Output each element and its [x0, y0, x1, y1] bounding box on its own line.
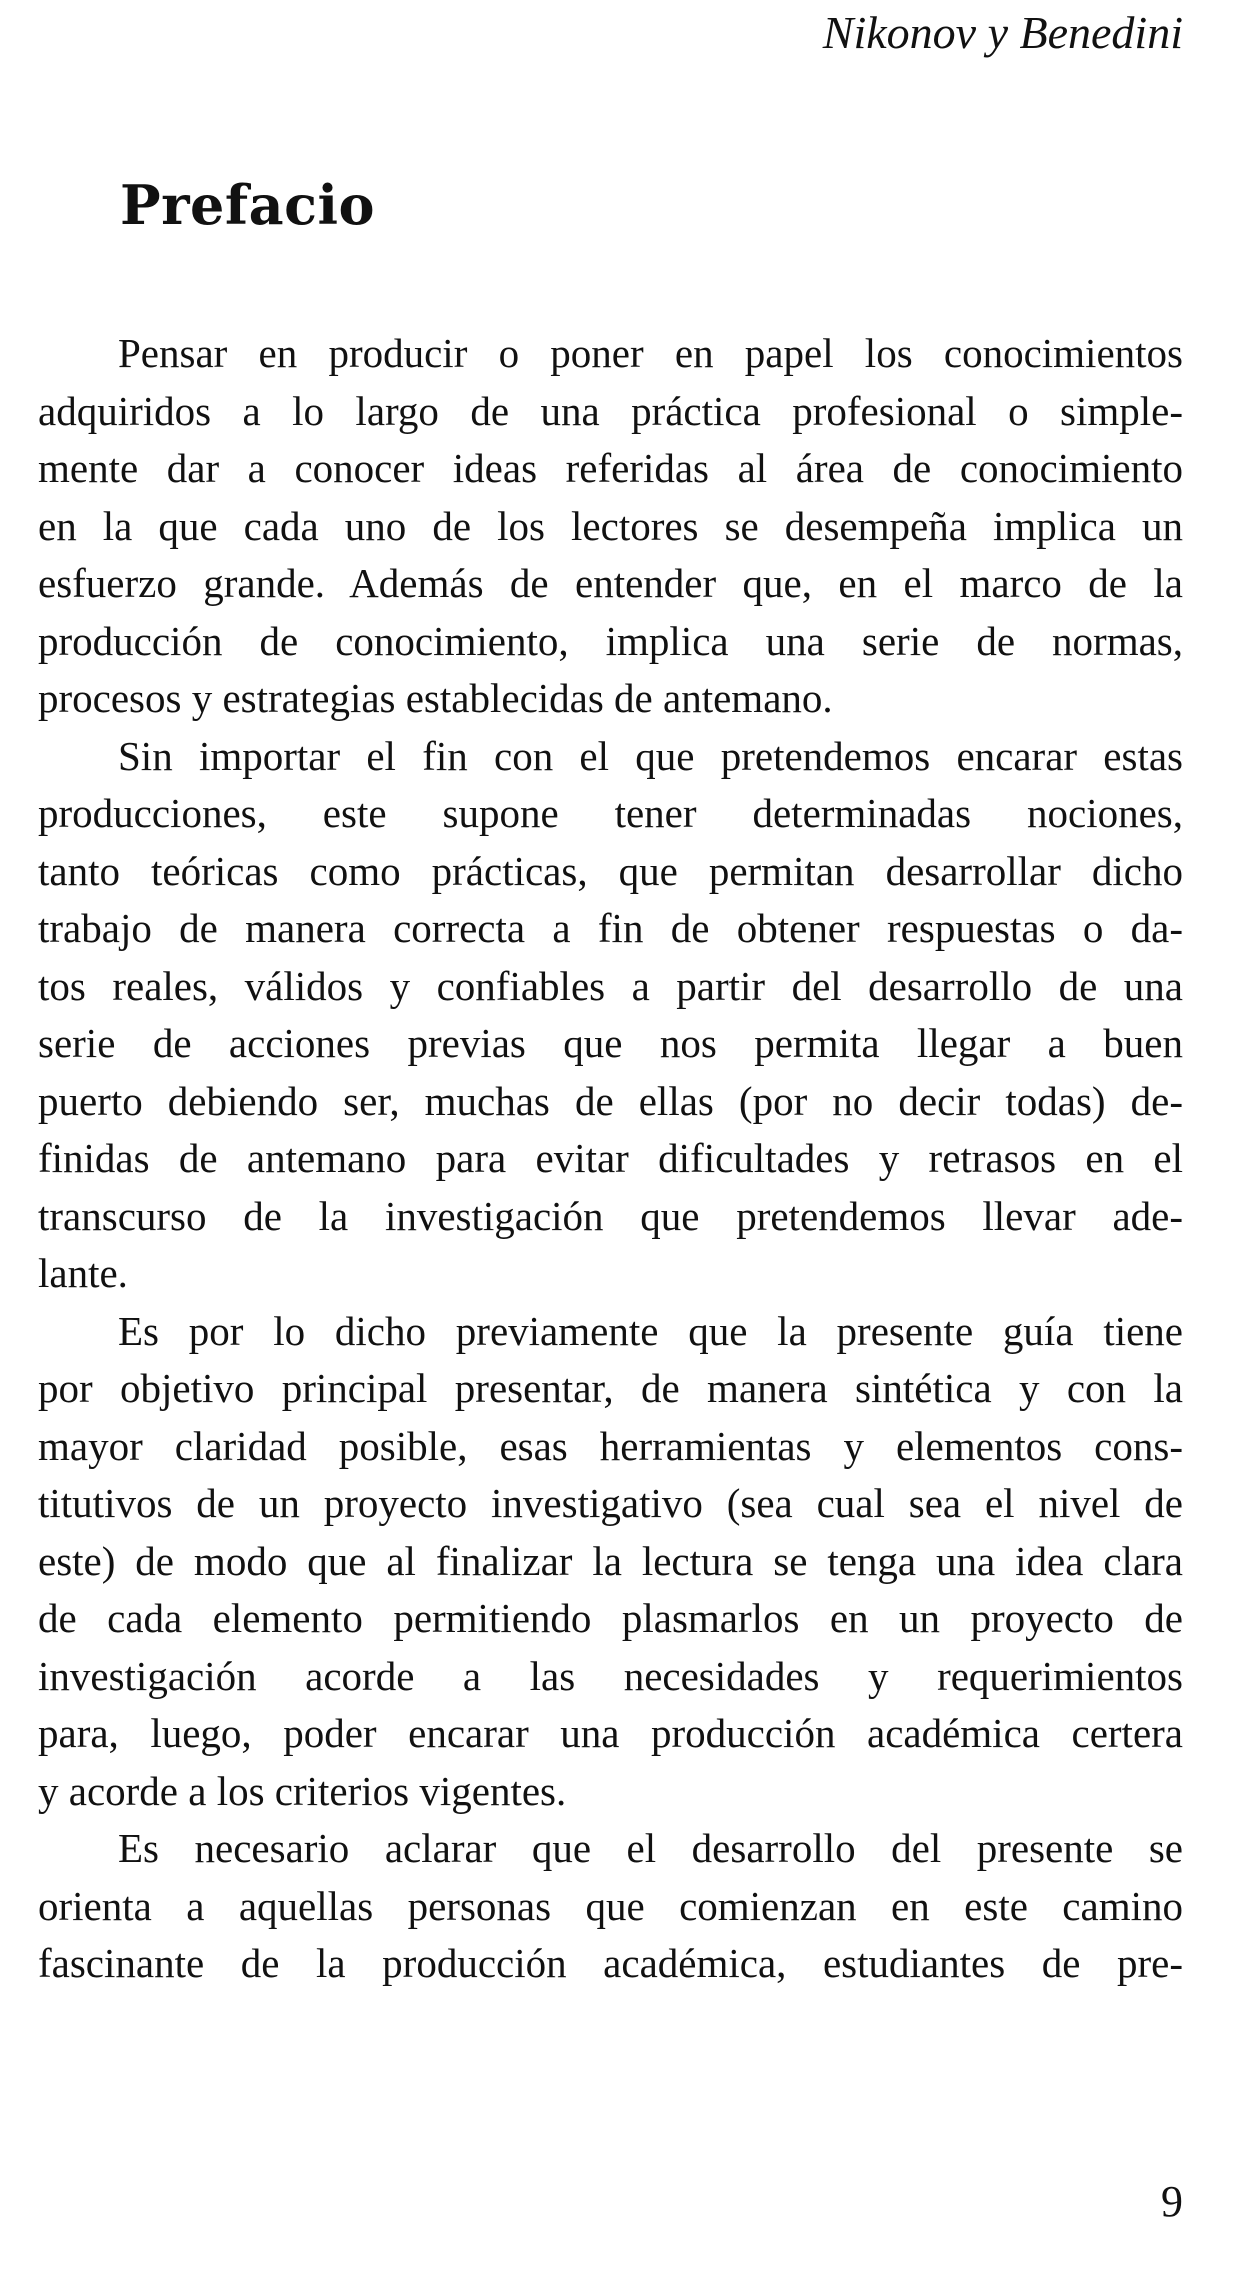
text-line: transcurso de la investigación que pretendemos llevar ade- [38, 1192, 1183, 1239]
text-line: fascinante de la producción académica, estudiantes de pre- [38, 1940, 1183, 1986]
text-line: producción de conocimiento, implica una serie de normas, [38, 617, 1183, 664]
text-line: investigación acorde a las necesidades y requerimientos [38, 1652, 1183, 1699]
paragraph [38, 1820, 1183, 1993]
text-line: mayor claridad posible, esas herramientas y elementos cons- [38, 1422, 1183, 1469]
paragraph [38, 1303, 1183, 1821]
paragraph [38, 325, 1183, 728]
running-header: Nikonov y Benedini [822, 7, 1183, 58]
text-line: tanto teóricas como prácticas, que permitan desarrollar dicho [38, 847, 1183, 894]
text-line: puerto debiendo ser, muchas de ellas (por no decir todas) de- [38, 1077, 1183, 1124]
text-line: tos reales, válidos y confiables a partir del desarrollo de una [38, 962, 1183, 1009]
text-line: para, luego, poder encarar una producción académica certera [38, 1710, 1183, 1756]
text-line: por objetivo principal presentar, de manera sintética y con la [38, 1365, 1183, 1411]
text-line: Pensar en producir o poner en papel los conocimientos [118, 330, 1183, 376]
text-line: esfuerzo grande. Además de entender que, en el marco de la [38, 560, 1183, 606]
text-line: en la que cada uno de los lectores se desempeña implica un [38, 502, 1183, 549]
text-line: trabajo de manera correcta a fin de obtener respuestas o da- [38, 905, 1183, 951]
text-line: producciones, este supone tener determinadas nociones, [38, 790, 1183, 836]
paragraph [38, 728, 1183, 1303]
text-line: titutivos de un proyecto investigativo (sea cual sea el nivel de [38, 1480, 1183, 1526]
text-line: y acorde a los criterios vigentes. [38, 1767, 567, 1814]
text-line: orienta a aquellas personas que comienzan en este camino [38, 1882, 1183, 1929]
text-line: lante. [38, 1250, 128, 1296]
text-line: Es necesario aclarar que el desarrollo del presente se [118, 1825, 1183, 1871]
text-line: procesos y estrategias establecidas de antemano. [38, 675, 833, 721]
text-line: este) de modo que al finalizar la lectura se tenga una idea clara [38, 1537, 1183, 1584]
text-line: adquiridos a lo largo de una práctica profesional o simple- [38, 387, 1183, 434]
text-line: de cada elemento permitiendo plasmarlos en un proyecto de [38, 1595, 1183, 1641]
body-text [38, 325, 1183, 1993]
text-line: Es por lo dicho previamente que la presente guía tiene [118, 1307, 1183, 1354]
text-line: Sin importar el fin con el que pretendemos encarar estas [118, 732, 1183, 779]
text-line: finidas de antemano para evitar dificultades y retrasos en el [38, 1135, 1183, 1181]
chapter-heading: Prefacio [120, 173, 376, 237]
page-number: 9 [1161, 2177, 1183, 2226]
text-line: mente dar a conocer ideas referidas al área de conocimiento [38, 445, 1183, 491]
text-line: serie de acciones previas que nos permita llegar a buen [38, 1020, 1183, 1066]
